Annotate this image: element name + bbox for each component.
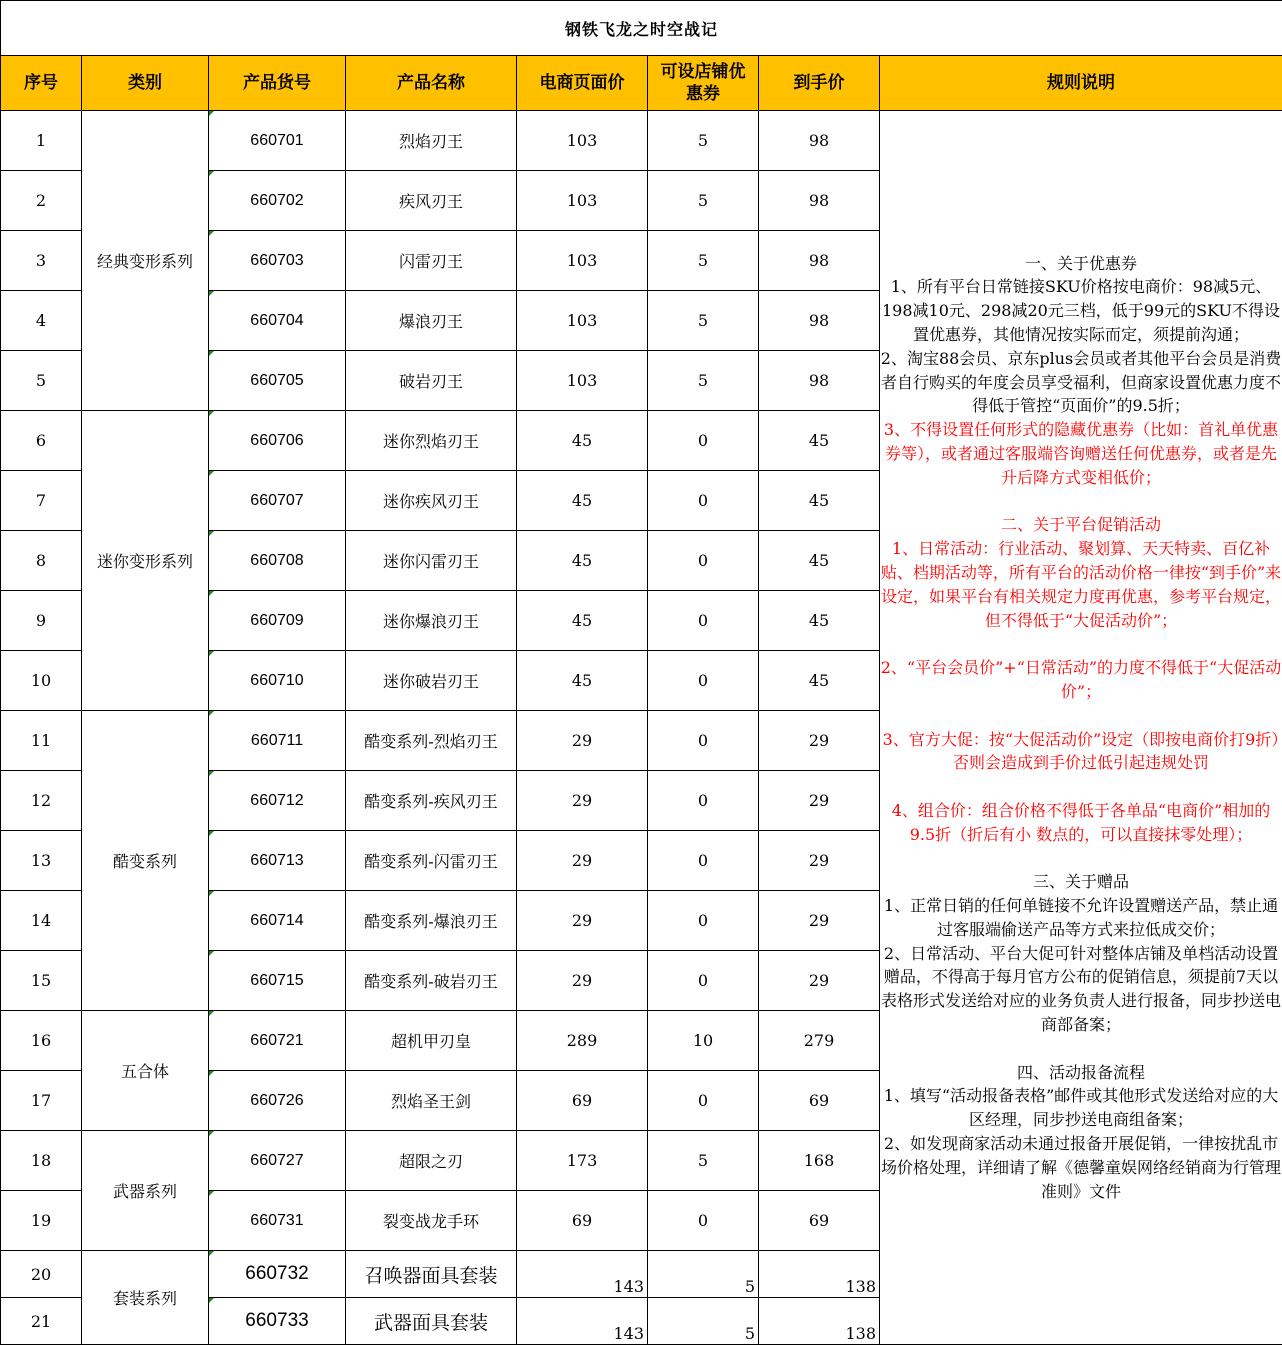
cell-page-price[interactable]: 45 [517, 531, 648, 591]
cell-seq[interactable]: 2 [1, 171, 82, 231]
cell-coupon[interactable]: 0 [648, 531, 759, 591]
cell-coupon[interactable]: 5 [648, 171, 759, 231]
cell-seq[interactable]: 18 [1, 1131, 82, 1191]
number-as-text-marker-icon [209, 711, 214, 716]
cell-coupon[interactable]: 0 [648, 831, 759, 891]
number-as-text-marker-icon [209, 1251, 214, 1256]
rules-section-3-title: 三、关于赠品 [880, 870, 1282, 894]
cell-category[interactable]: 酷变系列 [82, 711, 209, 1011]
cell-final-price[interactable]: 45 [759, 531, 880, 591]
number-as-text-marker-icon [209, 291, 214, 296]
cell-product-name[interactable]: 迷你疾风刃王 [346, 471, 517, 531]
cell-product-code[interactable] [209, 711, 346, 771]
cell-final-price[interactable]: 45 [759, 651, 880, 711]
cell-coupon[interactable]: 0 [648, 891, 759, 951]
number-as-text-marker-icon [209, 471, 214, 476]
cell-seq[interactable]: 17 [1, 1071, 82, 1131]
cell-product-code[interactable] [209, 111, 346, 171]
product-code-text: 660707 [250, 492, 303, 509]
cell-final-price[interactable]: 98 [759, 171, 880, 231]
rules-promo-item-4: 4、组合价：组合价格不得低于各单品“电商价”相加的 9.5折（折后有小 数点的，可以直接抹零处理）； [880, 799, 1282, 847]
product-code-text: 660732 [245, 1263, 308, 1284]
cell-product-code[interactable] [209, 351, 346, 411]
cell-seq[interactable]: 20 [1, 1251, 82, 1298]
rules-coupon-item-1: 1、所有平台日常链接SKU价格按电商价：98减5元、198减10元、298减20元三档，低于99元的SKU不得设置优惠券，其他情况按实际而定，须提前沟通； [880, 275, 1282, 346]
cell-seq[interactable]: 8 [1, 531, 82, 591]
product-code-text: 660702 [250, 192, 303, 209]
number-as-text-marker-icon [209, 1011, 214, 1016]
product-code-text: 660704 [250, 312, 303, 329]
rules-gift-item-1: 1、正常日销的任何单链接不允许设置赠送产品，禁止通过客服端偷送产品等方式来拉低成交价； [880, 894, 1282, 942]
sheet-title[interactable]: 钢铁飞龙之时空战记 [1, 1, 1282, 56]
cell-page-price[interactable]: 45 [517, 651, 648, 711]
cell-coupon[interactable]: 0 [648, 411, 759, 471]
cell-seq[interactable]: 6 [1, 411, 82, 471]
rules-section-1-title: 一、关于优惠券 [880, 252, 1282, 276]
cell-product-code[interactable] [209, 951, 346, 1011]
cell-category[interactable]: 套装系列 [82, 1251, 209, 1345]
header-seq[interactable]: 序号 [1, 56, 82, 111]
cell-page-price[interactable]: 29 [517, 711, 648, 771]
number-as-text-marker-icon [209, 591, 214, 596]
number-as-text-marker-icon [209, 891, 214, 896]
cell-product-name[interactable]: 酷变系列-破岩刃王 [346, 951, 517, 1011]
cell-product-code[interactable] [209, 531, 346, 591]
cell-page-price[interactable]: 173 [517, 1131, 648, 1191]
cell-product-code[interactable] [209, 891, 346, 951]
header-final-price[interactable]: 到手价 [759, 56, 880, 111]
cell-product-name[interactable]: 超机甲刃皇 [346, 1011, 517, 1071]
product-code-text: 660701 [250, 132, 303, 149]
product-code-text: 660703 [250, 252, 303, 269]
number-as-text-marker-icon [209, 771, 214, 776]
cell-final-price[interactable]: 45 [759, 591, 880, 651]
product-code-text: 660713 [250, 852, 303, 869]
cell-seq[interactable]: 19 [1, 1191, 82, 1251]
cell-seq[interactable]: 21 [1, 1298, 82, 1345]
cell-seq[interactable]: 4 [1, 291, 82, 351]
cell-final-price[interactable]: 98 [759, 111, 880, 171]
cell-coupon[interactable]: 5 [648, 291, 759, 351]
number-as-text-marker-icon [209, 531, 214, 536]
cell-category[interactable]: 五合体 [82, 1011, 209, 1131]
product-code-text: 660714 [250, 912, 303, 929]
cell-page-price[interactable]: 29 [517, 951, 648, 1011]
header-coupon[interactable]: 可设店铺优惠券 [648, 56, 759, 111]
cell-seq[interactable]: 16 [1, 1011, 82, 1071]
cell-final-price[interactable]: 98 [759, 231, 880, 291]
cell-final-price[interactable]: 168 [759, 1131, 880, 1191]
cell-coupon[interactable]: 5 [648, 1298, 759, 1345]
number-as-text-marker-icon [209, 411, 214, 416]
cell-product-name[interactable]: 武器面具套装 [346, 1298, 517, 1345]
cell-seq[interactable]: 12 [1, 771, 82, 831]
cell-product-name[interactable]: 酷变系列-烈焰刃王 [346, 711, 517, 771]
cell-page-price[interactable]: 289 [517, 1011, 648, 1071]
cell-page-price[interactable]: 103 [517, 291, 648, 351]
cell-coupon[interactable]: 5 [648, 111, 759, 171]
cell-product-name[interactable]: 酷变系列-闪雷刃王 [346, 831, 517, 891]
number-as-text-marker-icon [209, 231, 214, 236]
rules-promo-item-3: 3、官方大促：按“大促活动价”设定（即按电商价打9折）否则会造成到手价过低引起违规处罚 [880, 728, 1282, 776]
cell-product-name[interactable]: 裂变战龙手环 [346, 1191, 517, 1251]
cell-product-name[interactable]: 烈焰刃王 [346, 111, 517, 171]
number-as-text-marker-icon [209, 171, 214, 176]
header-rules[interactable]: 规则说明 [880, 56, 1282, 111]
product-code-text: 660712 [250, 792, 303, 809]
rules-coupon-item-2: 2、淘宝88会员、京东plus会员或者其他平台会员是消费者自行购买的年度会员享受福利，但商家设置优惠力度不得低于管控“页面价”的9.5折； [880, 347, 1282, 418]
cell-product-code[interactable] [209, 171, 346, 231]
cell-coupon[interactable]: 5 [648, 351, 759, 411]
cell-product-name[interactable]: 迷你爆浪刃王 [346, 591, 517, 651]
rules-spacer [880, 775, 1282, 799]
cell-seq[interactable]: 1 [1, 111, 82, 171]
rules-promo-item-2: 2、“平台会员价”+“日常活动”的力度不得低于“大促活动价”； [880, 656, 1282, 704]
number-as-text-marker-icon [209, 1298, 214, 1303]
rules-spacer [880, 846, 1282, 870]
cell-product-name[interactable]: 酷变系列-爆浪刃王 [346, 891, 517, 951]
product-code-text: 660731 [250, 1212, 303, 1229]
product-code-text: 660733 [245, 1310, 308, 1331]
rules-cell[interactable] [880, 111, 1282, 1345]
cell-seq[interactable]: 7 [1, 471, 82, 531]
cell-product-code[interactable] [209, 231, 346, 291]
cell-product-code[interactable] [209, 411, 346, 471]
cell-coupon[interactable]: 0 [648, 771, 759, 831]
cell-page-price[interactable]: 45 [517, 591, 648, 651]
product-code-text: 660708 [250, 552, 303, 569]
cell-coupon[interactable]: 0 [648, 711, 759, 771]
cell-product-code[interactable] [209, 1191, 346, 1251]
cell-seq[interactable]: 3 [1, 231, 82, 291]
cell-page-price[interactable]: 103 [517, 351, 648, 411]
cell-product-name[interactable]: 召唤器面具套装 [346, 1251, 517, 1298]
cell-page-price[interactable]: 45 [517, 471, 648, 531]
number-as-text-marker-icon [209, 951, 214, 956]
product-code-text: 660711 [251, 732, 303, 749]
product-code-text: 660706 [250, 432, 303, 449]
cell-final-price[interactable]: 138 [759, 1298, 880, 1345]
rules-section-2-title: 二、关于平台促销活动 [880, 513, 1282, 537]
number-as-text-marker-icon [209, 651, 214, 656]
table-row [1, 111, 1282, 171]
number-as-text-marker-icon [209, 831, 214, 836]
cell-final-price[interactable]: 45 [759, 471, 880, 531]
cell-final-price[interactable]: 98 [759, 351, 880, 411]
cell-seq[interactable]: 10 [1, 651, 82, 711]
cell-seq[interactable]: 13 [1, 831, 82, 891]
cell-product-name[interactable]: 烈焰圣王剑 [346, 1071, 517, 1131]
cell-coupon[interactable]: 0 [648, 951, 759, 1011]
cell-final-price[interactable]: 29 [759, 951, 880, 1011]
cell-seq[interactable]: 11 [1, 711, 82, 771]
product-code-text: 660710 [250, 672, 303, 689]
product-code-text: 660715 [250, 972, 303, 989]
number-as-text-marker-icon [209, 1131, 214, 1136]
rules-section-4-title: 四、活动报备流程 [880, 1061, 1282, 1085]
cell-product-name[interactable]: 疾风刃王 [346, 171, 517, 231]
cell-page-price[interactable]: 29 [517, 831, 648, 891]
cell-page-price[interactable]: 69 [517, 1071, 648, 1131]
header-name[interactable]: 产品名称 [346, 56, 517, 111]
cell-page-price[interactable]: 29 [517, 771, 648, 831]
cell-page-price[interactable]: 29 [517, 891, 648, 951]
cell-product-code[interactable] [209, 1011, 346, 1071]
cell-product-name[interactable]: 破岩刃王 [346, 351, 517, 411]
product-code-text: 660705 [250, 372, 303, 389]
product-code-text: 660721 [250, 1032, 303, 1049]
cell-product-name[interactable]: 闪雷刃王 [346, 231, 517, 291]
cell-coupon[interactable]: 5 [648, 1131, 759, 1191]
cell-product-name[interactable]: 迷你闪雷刃王 [346, 531, 517, 591]
cell-final-price[interactable]: 29 [759, 891, 880, 951]
cell-page-price[interactable]: 69 [517, 1191, 648, 1251]
cell-product-code[interactable] [209, 1298, 346, 1345]
cell-category[interactable]: 迷你变形系列 [82, 411, 209, 711]
cell-final-price[interactable]: 69 [759, 1071, 880, 1131]
product-code-text: 660726 [250, 1092, 303, 1109]
cell-final-price[interactable]: 98 [759, 291, 880, 351]
cell-product-code[interactable] [209, 831, 346, 891]
cell-category[interactable]: 武器系列 [82, 1131, 209, 1251]
number-as-text-marker-icon [209, 1071, 214, 1076]
cell-coupon[interactable]: 10 [648, 1011, 759, 1071]
rules-report-item-2: 2、如发现商家活动未通过报备开展促销，一律按扰乱市场价格处理，详细请了解《德馨童娱网络经销商为行管理准则》文件 [880, 1132, 1282, 1203]
cell-final-price[interactable]: 69 [759, 1191, 880, 1251]
number-as-text-marker-icon [209, 111, 214, 116]
header-code[interactable]: 产品货号 [209, 56, 346, 111]
rules-spacer [880, 632, 1282, 656]
cell-seq[interactable]: 15 [1, 951, 82, 1011]
cell-product-name[interactable]: 爆浪刃王 [346, 291, 517, 351]
cell-final-price[interactable]: 29 [759, 831, 880, 891]
cell-product-name[interactable]: 超限之刃 [346, 1131, 517, 1191]
product-code-text: 660727 [250, 1152, 303, 1169]
cell-product-name[interactable]: 迷你烈焰刃王 [346, 411, 517, 471]
cell-product-name[interactable]: 迷你破岩刃王 [346, 651, 517, 711]
cell-product-code[interactable] [209, 1131, 346, 1191]
cell-product-code[interactable] [209, 471, 346, 531]
product-code-text: 660709 [250, 612, 303, 629]
cell-page-price[interactable]: 143 [517, 1298, 648, 1345]
rules-coupon-item-3: 3、不得设置任何形式的隐藏优惠券（比如：首礼单优惠券等），或者通过客服端咨询赠送任何优惠券，或者是先升后降方式变相低价； [880, 418, 1282, 489]
cell-page-price[interactable]: 103 [517, 171, 648, 231]
cell-product-code[interactable] [209, 591, 346, 651]
rules-promo-item-1: 1、日常活动：行业活动、聚划算、天天特卖、百亿补贴、档期活动等，所有平台的活动价格一律按“到手价”来设定，如果平台有相关规定力度再优惠，参考平台规定，但不得低于“大促活动价”； [880, 537, 1282, 632]
cell-final-price[interactable]: 29 [759, 711, 880, 771]
cell-product-code[interactable] [209, 1071, 346, 1131]
cell-product-code[interactable] [209, 651, 346, 711]
cell-product-code[interactable] [209, 291, 346, 351]
cell-final-price[interactable]: 29 [759, 771, 880, 831]
cell-final-price[interactable]: 138 [759, 1251, 880, 1298]
cell-seq[interactable]: 9 [1, 591, 82, 651]
cell-seq[interactable]: 14 [1, 891, 82, 951]
rules-report-item-1: 1、填写“活动报备表格”邮件或其他形式发送给对应的大区经理，同步抄送电商组备案； [880, 1084, 1282, 1132]
cell-page-price[interactable]: 103 [517, 231, 648, 291]
cell-product-code[interactable] [209, 1251, 346, 1298]
cell-page-price[interactable]: 143 [517, 1251, 648, 1298]
cell-seq[interactable]: 5 [1, 351, 82, 411]
cell-product-code[interactable] [209, 771, 346, 831]
cell-coupon[interactable]: 0 [648, 1071, 759, 1131]
cell-coupon[interactable]: 5 [648, 1251, 759, 1298]
cell-final-price[interactable]: 279 [759, 1011, 880, 1071]
cell-coupon[interactable]: 5 [648, 231, 759, 291]
header-page-price[interactable]: 电商页面价 [517, 56, 648, 111]
number-as-text-marker-icon [209, 1191, 214, 1196]
rules-gift-item-2: 2、日常活动、平台大促可针对整体店铺及单档活动设置赠品，不得高于每月官方公布的促销信息，须提前7天以表格形式发送给对应的业务负责人进行报备，同步抄送电商部备案； [880, 942, 1282, 1037]
cell-page-price[interactable]: 45 [517, 411, 648, 471]
cell-final-price[interactable]: 45 [759, 411, 880, 471]
cell-coupon[interactable]: 0 [648, 1191, 759, 1251]
cell-product-name[interactable]: 酷变系列-疾风刃王 [346, 771, 517, 831]
number-as-text-marker-icon [209, 351, 214, 356]
rules-spacer [880, 1037, 1282, 1061]
rules-spacer [880, 704, 1282, 728]
cell-coupon[interactable]: 0 [648, 591, 759, 651]
cell-category[interactable]: 经典变形系列 [82, 111, 209, 411]
header-category[interactable]: 类别 [82, 56, 209, 111]
cell-coupon[interactable]: 0 [648, 651, 759, 711]
rules-spacer [880, 490, 1282, 514]
cell-coupon[interactable]: 0 [648, 471, 759, 531]
cell-page-price[interactable]: 103 [517, 111, 648, 171]
